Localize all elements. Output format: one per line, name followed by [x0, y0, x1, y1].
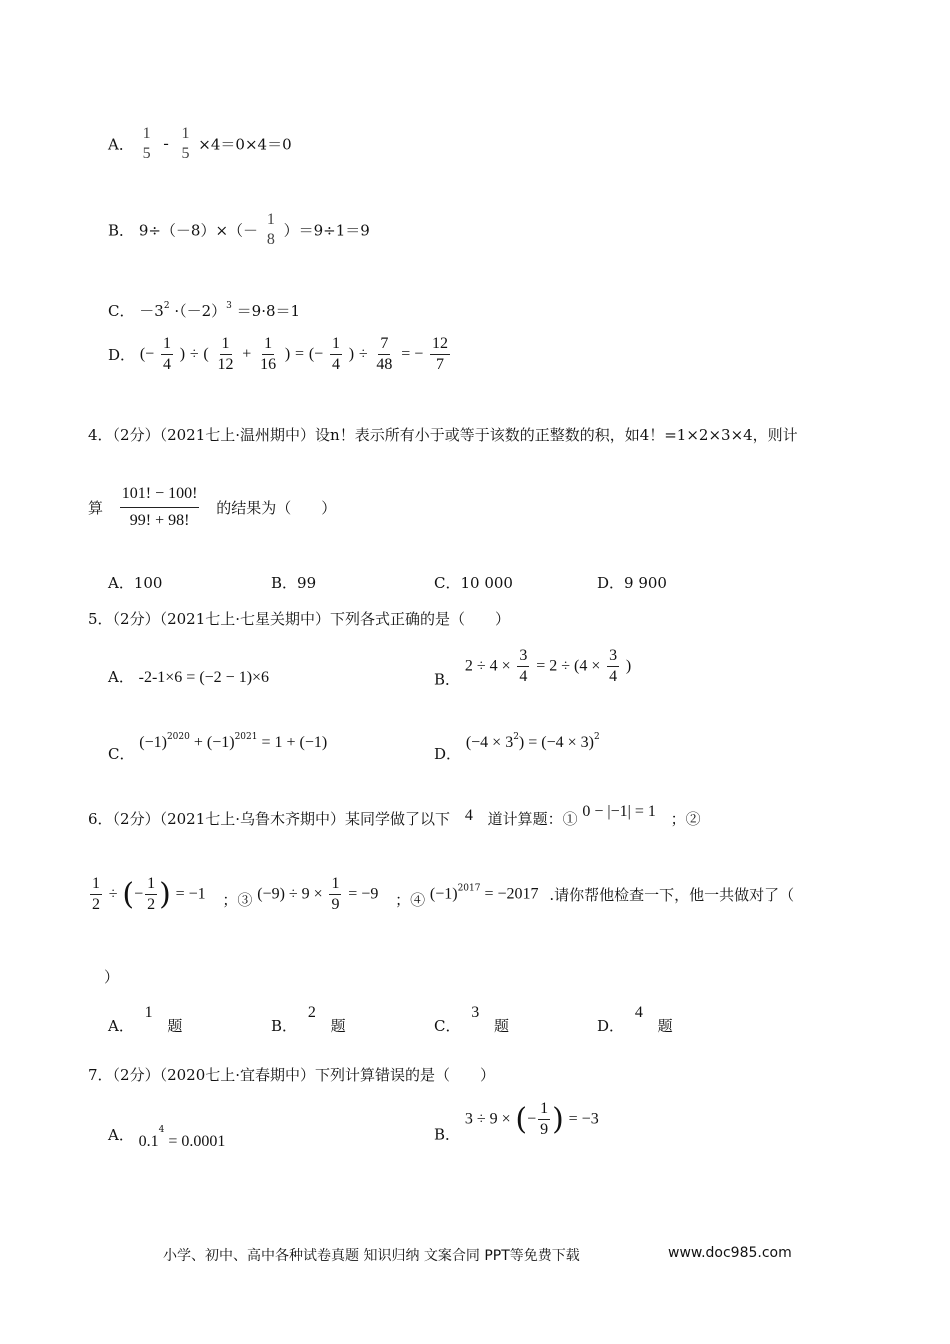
footer-site[interactable]: www.doc985.com: [668, 1245, 792, 1261]
q5-stem: 5．（2分）（2021七上·七星关期中）下列各式正确的是（ ）: [88, 610, 511, 628]
q3-option-d: D． (− $\frac{1}{4}$ ) ÷ ( $\frac{1}{12}$ + $\frac{1}{16}$ ) = (− $\frac{1}{4}$ ) ÷ $\frac{7}{48}$ = − $\frac{12}{7}$: [108, 335, 449, 373]
q4-expression: 算 $\frac{101! - 100!}{99! + 98!}$ 的结果为（ ）: [88, 485, 337, 529]
fraction: $\frac{1}{4}$: [162, 335, 171, 373]
q6-option-a[interactable]: A． 1 题: [108, 1004, 183, 1035]
q6-expressions: $\frac{1}{2}$ ÷ (− $\frac{1}{2}$ ) = −1 ；③ (−9) ÷ 9 × $\frac{1}{9}$ = −9 ；④ $(-1)^{2017} = -2017$ .请你帮他检查一下，他一共做对了（: [92, 875, 795, 913]
q7-option-a[interactable]: A． $0.1^4 = 0.0001$: [108, 1125, 226, 1150]
q7-stem: 7．（2分）（2020七上·宜春期中）下列计算错误的是（ ）: [88, 1066, 496, 1084]
q3-option-a: A． 1 5 - 1 5 ×4＝0×4＝0: [108, 125, 292, 162]
fraction: $\frac{1}{2}$: [92, 875, 100, 913]
q4-option-d[interactable]: D．9 900: [597, 574, 667, 592]
fraction: 1 8: [266, 211, 275, 248]
fraction: $\frac{1}{16}$: [260, 335, 277, 373]
fraction: $\frac{101! - 100!}{99! + 98!}$: [121, 485, 198, 529]
fraction: $\frac{1}{4}$: [331, 335, 340, 373]
q4-stem: 4．（2分）（2021七上·温州期中）设n！表示所有小于或等于该数的正整数的积，如4！=1×2×3×4，则计: [88, 426, 798, 444]
fraction: $\frac{12}{7}$: [432, 335, 449, 373]
q3-option-b: B． 9÷（－8）×（－ 1 8 ）＝9÷1＝9: [108, 211, 370, 248]
q7-option-b[interactable]: B． 3 ÷ 9 × (− $\frac{1}{9}$ ) = −3: [434, 1100, 599, 1144]
q4-option-c[interactable]: C．10 000: [434, 574, 513, 592]
fraction: $\frac{3}{4}$: [519, 647, 528, 685]
fraction: 1 5: [181, 125, 190, 162]
fraction: $\frac{1}{12}$: [217, 335, 234, 373]
q5-option-c[interactable]: C． $(-1)^{2020} + (-1)^{2021} = 1 + (-1)$: [108, 732, 328, 763]
q6-stem: 6．（2分）（2021七上·乌鲁木齐期中）某同学做了以下 4 道计算题：① 0 − |−1| = 1 ；②: [88, 803, 701, 828]
footer-text: 小学、初中、高中各种试卷真题 知识归纳 文案合同 PPT等免费下载: [163, 1248, 580, 1264]
fraction: 1 5: [142, 125, 151, 162]
q6-option-d[interactable]: D． 4 题: [597, 1004, 673, 1035]
fraction: $\frac{1}{9}$: [331, 875, 340, 913]
q5-option-b[interactable]: B． 2 ÷ 4 × $\frac{3}{4}$ = 2 ÷ (4 × $\frac{3}{4}$ ): [434, 647, 632, 689]
q6-close-paren: ）: [104, 968, 120, 986]
q6-option-c[interactable]: C． 3 题: [434, 1004, 510, 1035]
fraction: $\frac{7}{48}$: [376, 335, 393, 373]
fraction: $\frac{1}{2}$: [147, 875, 156, 913]
fraction: $\frac{3}{4}$: [609, 647, 618, 685]
q5-option-a[interactable]: A． -2-1×6 = (−2 − 1)×6: [108, 668, 270, 686]
q4-option-b[interactable]: B．99: [271, 574, 317, 592]
fraction: $\frac{1}{9}$: [540, 1100, 549, 1138]
q6-option-b[interactable]: B． 2 题: [271, 1004, 346, 1035]
q5-option-d[interactable]: D． $(-4 \times 3^2) = (-4 \times 3)^2$: [434, 732, 600, 763]
q4-option-a[interactable]: A．100: [108, 574, 163, 592]
q3-option-c: C． $-3^2 \cdot(-2)^3 =9\cdot 8=1$: [108, 301, 301, 320]
